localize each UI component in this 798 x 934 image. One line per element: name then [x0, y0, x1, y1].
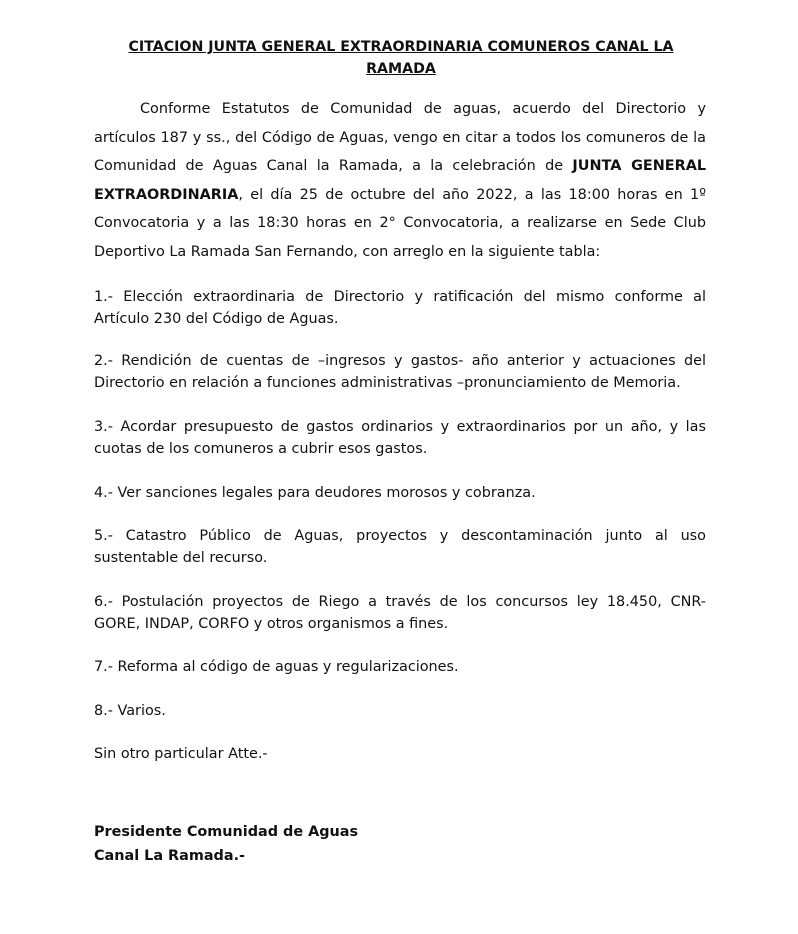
- document-title: [92, 36, 710, 80]
- title-line-1: CITACION JUNTA GENERAL EXTRAORDINARIA COMUNEROS CANAL LA: [128, 39, 674, 55]
- signature-line-2: Canal La Ramada.-: [94, 848, 246, 864]
- agenda-item-5: 5.- Catastro Público de Aguas, proyectos y descontaminación junto al uso sustentable del recurso.: [94, 528, 706, 566]
- intro-text-1: Conforme Estatutos de Comunidad de aguas, acuerdo del Directorio y artículos 187 y ss., del Código de Aguas, vengo en citar a todos los comuneros de la Comunidad de Aguas Canal la Ramada, a la celebración de: [94, 101, 706, 175]
- closing-line: Sin otro particular Atte.-: [94, 746, 268, 762]
- agenda-item-4: 4.- Ver sanciones legales para deudores morosos y cobranza.: [94, 485, 536, 501]
- agenda-item-1: 1.- Elección extraordinaria de Directorio y ratificación del mismo conforme al Artículo 230 del Código de Aguas.: [94, 289, 706, 327]
- intro-paragraph: [94, 95, 706, 267]
- agenda-item-2: 2.- Rendición de cuentas de –ingresos y gastos- año anterior y actuaciones del Directorio en relación a funciones administrativas –pronunciamiento de Memoria.: [94, 353, 706, 391]
- agenda-item-3: 3.- Acordar presupuesto de gastos ordinarios y extraordinarios por un año, y las cuotas de los comuneros a cubrir esos gastos.: [94, 419, 706, 457]
- agenda-item-6: 6.- Postulación proyectos de Riego a través de los concursos ley 18.450, CNR- GORE, INDAP, CORFO y otros organismos a fines.: [94, 594, 706, 632]
- intro-bold-text: JUNTA GENERAL EXTRAORDINARIA: [94, 158, 707, 203]
- agenda-item-8: 8.- Varios.: [94, 703, 166, 719]
- intro-text-2: , el día 25 de octubre del año 2022, a las 18:00 horas en 1º Convocatoria y a las 18:30 horas en 2° Convocatoria, a realizarse en Sede Club Deportivo La Ramada San Fernando, con arreglo en la siguiente tabla:: [94, 186, 706, 260]
- signature-line-1: Presidente Comunidad de Aguas: [94, 824, 359, 840]
- title-line-2: RAMADA: [366, 61, 436, 77]
- agenda-item-7: 7.- Reforma al código de aguas y regularizaciones.: [94, 659, 459, 675]
- signature-block: [94, 820, 358, 868]
